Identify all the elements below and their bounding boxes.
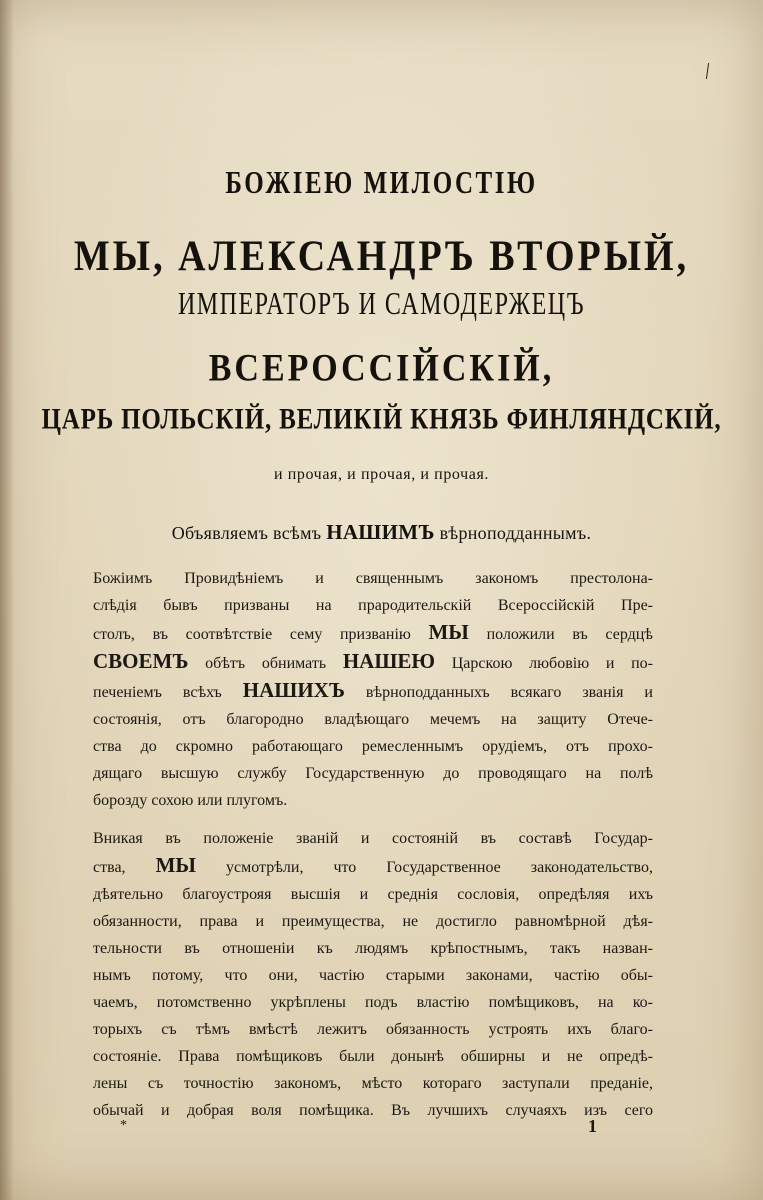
emphasis-fragment: МЫ [428, 620, 469, 644]
announcement-text-post: вѣрноподданнымъ. [434, 523, 592, 543]
paragraph-line: ства до скромно работающаго ремесленнымъ орудіемъ, отъ прохо- [93, 738, 653, 755]
heading-titles: ЦАРЬ ПОЛЬСКІЙ, ВЕЛИКІЙ КНЯЗЬ ФИНЛЯНДСКІЙ, [41, 403, 722, 436]
emphasis-fragment: МЫ [155, 853, 197, 877]
paragraph-line: обязанности, права и преимущества, не достигло равномѣрной дѣя- [93, 913, 653, 930]
paragraph-line: дѣятельно благоустрояя высшія и среднія сословія, опредѣляя ихъ [93, 886, 653, 903]
paragraph-line: торыхъ съ тѣмъ вмѣстѣ лежитъ обязанность устроять ихъ благо- [93, 1021, 653, 1038]
announcement-bold: НАШИМЪ [326, 520, 435, 544]
footer-asterisk: * [120, 1118, 127, 1133]
paragraph-line: состояніе. Права помѣщиковъ были донынѣ обширны и не опредѣ- [93, 1048, 653, 1065]
heading-title: ИМПЕРАТОРЪ И САМОДЕРЖЕЦЪ [177, 287, 586, 322]
heading-realm: ВСЕРОССІЙСКІЙ, [208, 347, 555, 390]
paragraph-line: лены съ точностію закономъ, мѣсто котораго заступали преданіе, [93, 1075, 653, 1092]
paragraph-line [93, 852, 653, 881]
text-fragment: положили въ сердцѣ [468, 626, 653, 643]
paragraph-line: нымъ потому, что они, частію старыми законами, частію обы- [93, 967, 653, 984]
announcement-text-pre: Объявляемъ всѣмъ [171, 523, 327, 543]
paragraph-line: дящаго высшую службу Государственную до проводящаго на полѣ [93, 765, 653, 782]
pen-mark [706, 63, 709, 79]
heading-grace: БОЖІЕЮ МИЛОСТІЮ [225, 166, 538, 201]
paragraph-line: Вникая въ положеніе званій и состояній въ составѣ Государ- [93, 830, 653, 847]
paragraph-line: тельности въ отношеніи къ людямъ крѣпостнымъ, такъ назван- [93, 940, 653, 957]
paragraph-line: состоянія, отъ благородно владѣющаго мечемъ на защиту Отече- [93, 711, 653, 728]
text-fragment: столъ, въ соотвѣтствіе сему призванію [93, 626, 429, 643]
paragraph-line [93, 648, 653, 677]
emphasis-fragment: НАШЕЮ [342, 649, 436, 673]
paragraph-2 [93, 825, 653, 1124]
heading-name: МЫ, АЛЕКСАНДРЪ ВТОРЫЙ, [73, 231, 690, 281]
page-number: 1 [588, 1116, 597, 1136]
text-fragment: обѣтъ обнимать [188, 655, 343, 672]
paragraph-line: обычай и добрая воля помѣщика. Въ лучшихъ случаяхъ изъ сего [93, 1102, 653, 1119]
paragraph-line: слѣдія бывъ призваны на прародительскій Всероссійскій Пре- [93, 597, 653, 614]
heading-announcement [0, 520, 763, 545]
paragraph-line: борозду сохою или плугомъ. [93, 792, 288, 809]
emphasis-fragment: СВОЕМЪ [93, 649, 189, 673]
paragraph-line [93, 619, 653, 648]
paragraph-line [93, 677, 653, 706]
text-fragment: печеніемъ всѣхъ [93, 684, 243, 701]
paragraph-line: Божіимъ Провидѣніемъ и священнымъ закономъ престолона- [93, 570, 653, 587]
text-fragment: ства, [93, 859, 156, 876]
text-fragment: усмотрѣли, что Государственное законодательство, [196, 859, 654, 876]
text-fragment: Царскою любовію и по- [435, 655, 653, 672]
emphasis-fragment: НАШИХЪ [242, 678, 345, 702]
text-fragment: вѣрноподданныхъ всякаго званія и [344, 684, 653, 701]
paragraph-line: чаемъ, потомственно укрѣплены подъ властію помѣщиковъ, на ко- [93, 994, 653, 1011]
paragraph-1 [93, 565, 653, 814]
heading-etc: и прочая, и прочая, и прочая. [273, 466, 490, 483]
